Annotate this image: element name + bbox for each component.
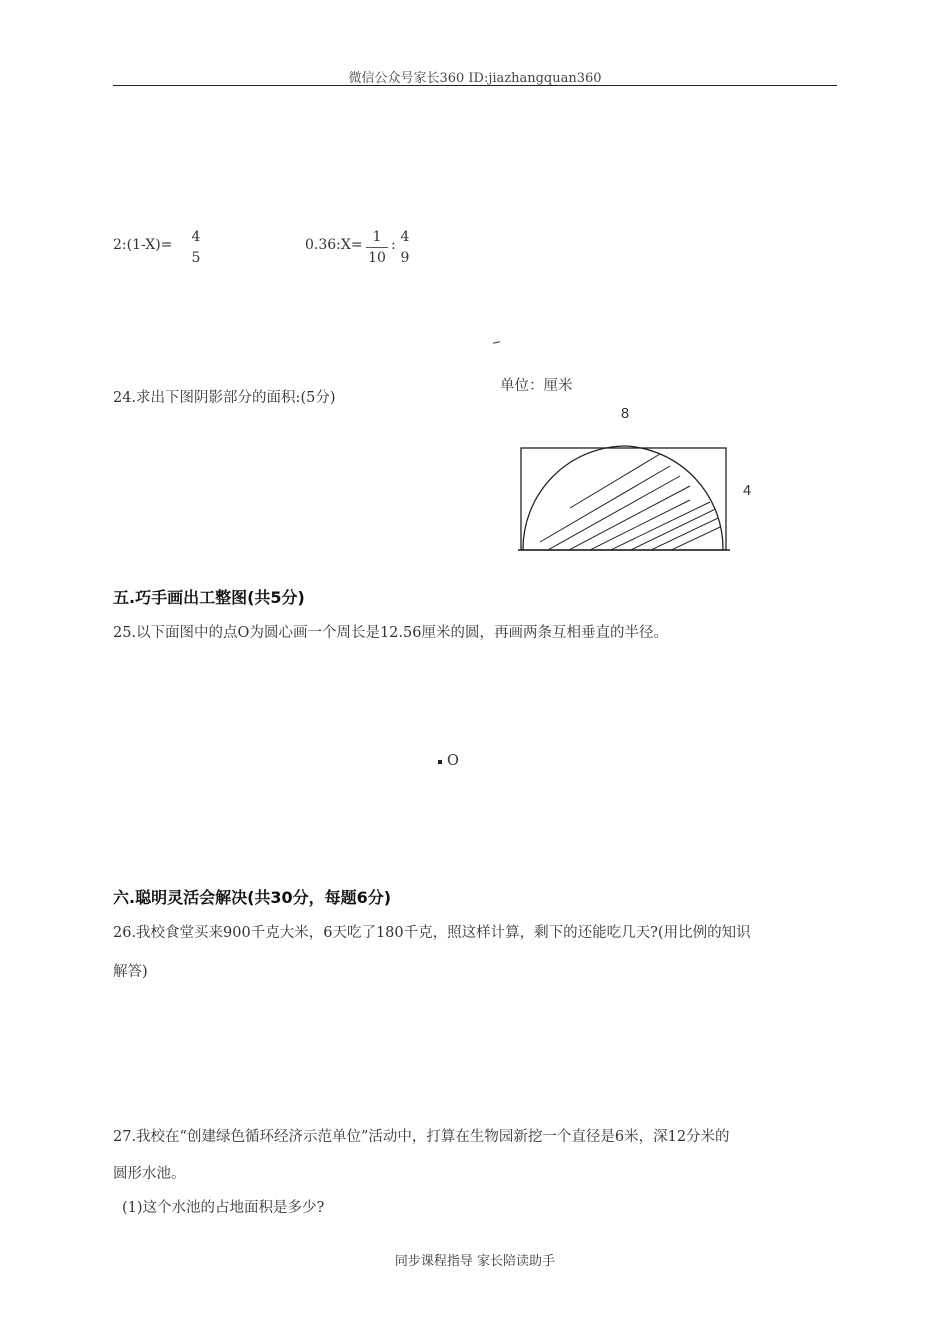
fraction-numerator: 1 [372,229,382,245]
header-rule [113,85,837,86]
question-24: 24.求出下图阴影部分的面积:(5分) [113,390,336,406]
page-footer: 同步课程指导 家长陪读助手 [394,1254,556,1269]
unit-label: 单位：厘米 [500,378,573,394]
width-label: 8 [621,406,630,422]
equation-2-left: 0.36:X= [305,237,363,253]
question-27-sub-1: (1)这个水池的占地面积是多少? [122,1200,325,1216]
equation-1-fraction [188,229,204,266]
point-o-label: O [447,753,459,769]
question-26-line-1: 26.我校食堂买来900千克大米，6天吃了180千克，照这样计算，剩下的还能吃几天?(用比例的知识 [113,925,751,941]
page-header: 微信公众号家长360 ID:jiazhangquan360 [348,71,602,86]
shaded-area-figure [510,440,740,560]
section-5-title: 五.巧手画出工整图(共5分) [113,588,305,607]
stray-mark [493,341,500,343]
left-arc [523,446,626,550]
section-6-title: 六.聪明灵活会解决(共30分，每题6分) [113,888,392,907]
question-27-line-2: 圆形水池。 [113,1166,186,1182]
fraction-numerator: 4 [191,229,201,245]
fraction-numerator: 4 [400,229,410,245]
height-label: 4 [743,483,752,499]
equation-2-colon: : [391,237,396,253]
fraction-denominator: 5 [191,250,201,266]
equation-2-fraction-2 [398,229,412,266]
equation-2-fraction-1 [366,229,388,266]
question-26-line-2: 解答) [113,964,148,980]
fraction-denominator: 10 [368,250,386,266]
equation-1-left: 2:(1-X)= [113,237,173,253]
center-point [438,760,442,764]
question-27-line-1: 27.我校在“创建绿色循环经济示范单位”活动中，打算在生物园新挖一个直径是6米，深12分米的 [113,1129,730,1145]
fraction-denominator: 9 [400,250,410,266]
question-25: 25.以下面图中的点O为圆心画一个周长是12.56厘米的圆，再画两条互相垂直的半径。 [113,625,668,641]
